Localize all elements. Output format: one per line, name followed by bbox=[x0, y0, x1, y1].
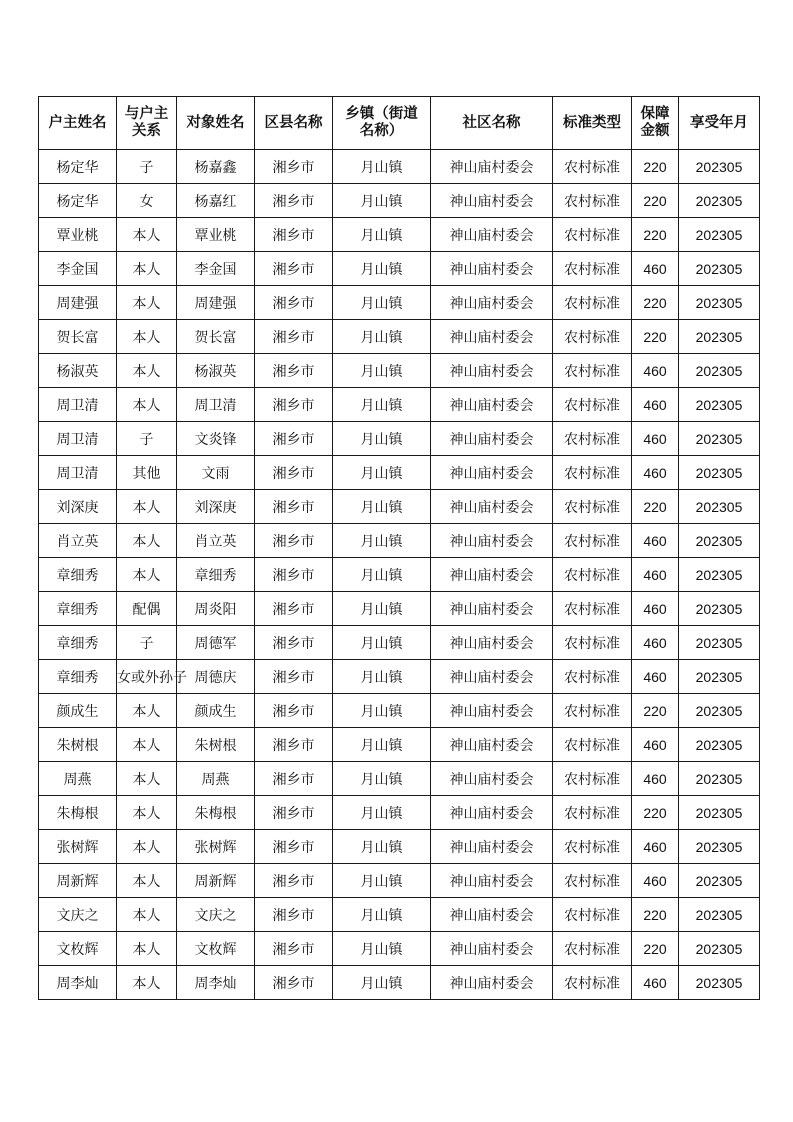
table-row bbox=[39, 898, 760, 932]
cell-householder-name: 周卫清 bbox=[39, 456, 117, 490]
cell-householder-name: 颜成生 bbox=[39, 694, 117, 728]
cell-community: 神山庙村委会 bbox=[431, 898, 553, 932]
cell-recipient-name: 周卫清 bbox=[177, 388, 255, 422]
cell-standard-type: 农村标准 bbox=[553, 286, 632, 320]
table-row bbox=[39, 150, 760, 184]
cell-amount: 460 bbox=[632, 558, 679, 592]
cell-county: 湘乡市 bbox=[255, 694, 333, 728]
cell-amount: 220 bbox=[632, 286, 679, 320]
cell-county: 湘乡市 bbox=[255, 864, 333, 898]
cell-recipient-name: 李金国 bbox=[177, 252, 255, 286]
cell-relation: 本人 bbox=[117, 762, 177, 796]
cell-relation: 本人 bbox=[117, 524, 177, 558]
cell-township: 月山镇 bbox=[333, 354, 431, 388]
cell-householder-name: 杨定华 bbox=[39, 184, 117, 218]
header-period: 享受年月 bbox=[679, 97, 760, 150]
cell-relation: 本人 bbox=[117, 286, 177, 320]
cell-relation: 本人 bbox=[117, 830, 177, 864]
cell-township: 月山镇 bbox=[333, 456, 431, 490]
table-row bbox=[39, 490, 760, 524]
cell-standard-type: 农村标准 bbox=[553, 252, 632, 286]
cell-community: 神山庙村委会 bbox=[431, 796, 553, 830]
table-row bbox=[39, 524, 760, 558]
header-relation: 与户主关系 bbox=[117, 97, 177, 150]
cell-relation: 配偶 bbox=[117, 592, 177, 626]
cell-amount: 460 bbox=[632, 354, 679, 388]
cell-householder-name: 覃业桃 bbox=[39, 218, 117, 252]
cell-householder-name: 周李灿 bbox=[39, 966, 117, 1000]
cell-township: 月山镇 bbox=[333, 286, 431, 320]
cell-county: 湘乡市 bbox=[255, 422, 333, 456]
cell-amount: 460 bbox=[632, 660, 679, 694]
table-row bbox=[39, 626, 760, 660]
table-row bbox=[39, 388, 760, 422]
cell-county: 湘乡市 bbox=[255, 490, 333, 524]
cell-period: 202305 bbox=[679, 320, 760, 354]
table-body bbox=[39, 150, 760, 1000]
cell-period: 202305 bbox=[679, 592, 760, 626]
cell-township: 月山镇 bbox=[333, 932, 431, 966]
cell-community: 神山庙村委会 bbox=[431, 286, 553, 320]
cell-relation: 本人 bbox=[117, 252, 177, 286]
header-recipient-name: 对象姓名 bbox=[177, 97, 255, 150]
cell-recipient-name: 张树辉 bbox=[177, 830, 255, 864]
cell-period: 202305 bbox=[679, 252, 760, 286]
cell-standard-type: 农村标准 bbox=[553, 830, 632, 864]
beneficiary-table bbox=[38, 96, 760, 1000]
cell-recipient-name: 杨嘉鑫 bbox=[177, 150, 255, 184]
cell-community: 神山庙村委会 bbox=[431, 150, 553, 184]
cell-community: 神山庙村委会 bbox=[431, 660, 553, 694]
cell-community: 神山庙村委会 bbox=[431, 762, 553, 796]
cell-householder-name: 贺长富 bbox=[39, 320, 117, 354]
cell-county: 湘乡市 bbox=[255, 592, 333, 626]
cell-period: 202305 bbox=[679, 932, 760, 966]
cell-householder-name: 杨淑英 bbox=[39, 354, 117, 388]
cell-standard-type: 农村标准 bbox=[553, 626, 632, 660]
table-row bbox=[39, 762, 760, 796]
header-amount: 保障金额 bbox=[632, 97, 679, 150]
table-row bbox=[39, 796, 760, 830]
cell-standard-type: 农村标准 bbox=[553, 864, 632, 898]
cell-amount: 460 bbox=[632, 966, 679, 1000]
cell-householder-name: 章细秀 bbox=[39, 660, 117, 694]
cell-community: 神山庙村委会 bbox=[431, 184, 553, 218]
cell-township: 月山镇 bbox=[333, 966, 431, 1000]
cell-community: 神山庙村委会 bbox=[431, 456, 553, 490]
cell-township: 月山镇 bbox=[333, 728, 431, 762]
cell-relation: 本人 bbox=[117, 388, 177, 422]
cell-township: 月山镇 bbox=[333, 592, 431, 626]
cell-standard-type: 农村标准 bbox=[553, 422, 632, 456]
cell-community: 神山庙村委会 bbox=[431, 422, 553, 456]
cell-standard-type: 农村标准 bbox=[553, 320, 632, 354]
cell-period: 202305 bbox=[679, 626, 760, 660]
cell-county: 湘乡市 bbox=[255, 796, 333, 830]
cell-relation: 女 bbox=[117, 184, 177, 218]
cell-community: 神山庙村委会 bbox=[431, 490, 553, 524]
cell-standard-type: 农村标准 bbox=[553, 660, 632, 694]
cell-recipient-name: 周新辉 bbox=[177, 864, 255, 898]
cell-township: 月山镇 bbox=[333, 524, 431, 558]
table-row bbox=[39, 354, 760, 388]
table-row bbox=[39, 592, 760, 626]
cell-standard-type: 农村标准 bbox=[553, 694, 632, 728]
cell-householder-name: 章细秀 bbox=[39, 626, 117, 660]
cell-township: 月山镇 bbox=[333, 252, 431, 286]
cell-relation: 本人 bbox=[117, 966, 177, 1000]
cell-amount: 220 bbox=[632, 932, 679, 966]
cell-householder-name: 章细秀 bbox=[39, 558, 117, 592]
table-row bbox=[39, 456, 760, 490]
table-row bbox=[39, 218, 760, 252]
cell-community: 神山庙村委会 bbox=[431, 694, 553, 728]
cell-amount: 460 bbox=[632, 524, 679, 558]
table-row bbox=[39, 830, 760, 864]
cell-period: 202305 bbox=[679, 388, 760, 422]
cell-county: 湘乡市 bbox=[255, 354, 333, 388]
cell-period: 202305 bbox=[679, 150, 760, 184]
cell-township: 月山镇 bbox=[333, 490, 431, 524]
table-row bbox=[39, 728, 760, 762]
cell-community: 神山庙村委会 bbox=[431, 388, 553, 422]
cell-standard-type: 农村标准 bbox=[553, 762, 632, 796]
cell-county: 湘乡市 bbox=[255, 286, 333, 320]
cell-township: 月山镇 bbox=[333, 626, 431, 660]
cell-amount: 460 bbox=[632, 830, 679, 864]
cell-township: 月山镇 bbox=[333, 830, 431, 864]
cell-community: 神山庙村委会 bbox=[431, 320, 553, 354]
cell-relation: 本人 bbox=[117, 694, 177, 728]
cell-township: 月山镇 bbox=[333, 796, 431, 830]
cell-householder-name: 周建强 bbox=[39, 286, 117, 320]
cell-community: 神山庙村委会 bbox=[431, 354, 553, 388]
cell-householder-name: 朱梅根 bbox=[39, 796, 117, 830]
cell-standard-type: 农村标准 bbox=[553, 490, 632, 524]
cell-relation: 其他 bbox=[117, 456, 177, 490]
cell-householder-name: 周燕 bbox=[39, 762, 117, 796]
cell-period: 202305 bbox=[679, 796, 760, 830]
cell-standard-type: 农村标准 bbox=[553, 150, 632, 184]
cell-householder-name: 肖立英 bbox=[39, 524, 117, 558]
cell-township: 月山镇 bbox=[333, 864, 431, 898]
table-row bbox=[39, 694, 760, 728]
cell-standard-type: 农村标准 bbox=[553, 558, 632, 592]
cell-standard-type: 农村标准 bbox=[553, 966, 632, 1000]
table-header-row bbox=[39, 97, 760, 150]
cell-period: 202305 bbox=[679, 524, 760, 558]
cell-community: 神山庙村委会 bbox=[431, 966, 553, 1000]
cell-householder-name: 文枚辉 bbox=[39, 932, 117, 966]
cell-standard-type: 农村标准 bbox=[553, 796, 632, 830]
cell-recipient-name: 文炎锋 bbox=[177, 422, 255, 456]
cell-community: 神山庙村委会 bbox=[431, 558, 553, 592]
cell-amount: 460 bbox=[632, 728, 679, 762]
cell-community: 神山庙村委会 bbox=[431, 252, 553, 286]
cell-recipient-name: 朱梅根 bbox=[177, 796, 255, 830]
cell-relation: 女或外孙子 bbox=[117, 660, 177, 694]
cell-standard-type: 农村标准 bbox=[553, 932, 632, 966]
cell-amount: 460 bbox=[632, 864, 679, 898]
cell-county: 湘乡市 bbox=[255, 388, 333, 422]
cell-county: 湘乡市 bbox=[255, 830, 333, 864]
cell-householder-name: 周卫清 bbox=[39, 422, 117, 456]
cell-county: 湘乡市 bbox=[255, 762, 333, 796]
cell-amount: 220 bbox=[632, 320, 679, 354]
cell-community: 神山庙村委会 bbox=[431, 592, 553, 626]
cell-householder-name: 张树辉 bbox=[39, 830, 117, 864]
cell-amount: 460 bbox=[632, 762, 679, 796]
cell-county: 湘乡市 bbox=[255, 218, 333, 252]
cell-standard-type: 农村标准 bbox=[553, 898, 632, 932]
cell-community: 神山庙村委会 bbox=[431, 626, 553, 660]
cell-relation: 子 bbox=[117, 422, 177, 456]
cell-relation: 子 bbox=[117, 150, 177, 184]
cell-amount: 460 bbox=[632, 456, 679, 490]
cell-relation: 本人 bbox=[117, 320, 177, 354]
cell-amount: 220 bbox=[632, 150, 679, 184]
cell-township: 月山镇 bbox=[333, 150, 431, 184]
cell-township: 月山镇 bbox=[333, 898, 431, 932]
cell-amount: 460 bbox=[632, 388, 679, 422]
cell-period: 202305 bbox=[679, 218, 760, 252]
cell-relation: 本人 bbox=[117, 218, 177, 252]
cell-recipient-name: 覃业桃 bbox=[177, 218, 255, 252]
cell-householder-name: 文庆之 bbox=[39, 898, 117, 932]
cell-township: 月山镇 bbox=[333, 694, 431, 728]
cell-amount: 460 bbox=[632, 592, 679, 626]
cell-period: 202305 bbox=[679, 898, 760, 932]
cell-standard-type: 农村标准 bbox=[553, 388, 632, 422]
cell-period: 202305 bbox=[679, 456, 760, 490]
cell-county: 湘乡市 bbox=[255, 524, 333, 558]
cell-standard-type: 农村标准 bbox=[553, 218, 632, 252]
cell-amount: 460 bbox=[632, 422, 679, 456]
cell-relation: 本人 bbox=[117, 354, 177, 388]
cell-county: 湘乡市 bbox=[255, 728, 333, 762]
cell-recipient-name: 周李灿 bbox=[177, 966, 255, 1000]
cell-amount: 220 bbox=[632, 218, 679, 252]
cell-recipient-name: 贺长富 bbox=[177, 320, 255, 354]
cell-township: 月山镇 bbox=[333, 422, 431, 456]
cell-relation: 子 bbox=[117, 626, 177, 660]
cell-amount: 460 bbox=[632, 252, 679, 286]
cell-householder-name: 周新辉 bbox=[39, 864, 117, 898]
cell-period: 202305 bbox=[679, 558, 760, 592]
cell-recipient-name: 文庆之 bbox=[177, 898, 255, 932]
table-row bbox=[39, 320, 760, 354]
cell-township: 月山镇 bbox=[333, 320, 431, 354]
cell-householder-name: 周卫清 bbox=[39, 388, 117, 422]
cell-period: 202305 bbox=[679, 490, 760, 524]
table-row bbox=[39, 558, 760, 592]
table-row bbox=[39, 966, 760, 1000]
cell-recipient-name: 周炎阳 bbox=[177, 592, 255, 626]
cell-recipient-name: 颜成生 bbox=[177, 694, 255, 728]
cell-recipient-name: 文枚辉 bbox=[177, 932, 255, 966]
cell-recipient-name: 朱树根 bbox=[177, 728, 255, 762]
table-row bbox=[39, 660, 760, 694]
cell-community: 神山庙村委会 bbox=[431, 830, 553, 864]
cell-county: 湘乡市 bbox=[255, 660, 333, 694]
cell-amount: 220 bbox=[632, 490, 679, 524]
cell-period: 202305 bbox=[679, 728, 760, 762]
cell-township: 月山镇 bbox=[333, 558, 431, 592]
header-community: 社区名称 bbox=[431, 97, 553, 150]
cell-standard-type: 农村标准 bbox=[553, 524, 632, 558]
cell-relation: 本人 bbox=[117, 932, 177, 966]
cell-county: 湘乡市 bbox=[255, 184, 333, 218]
cell-amount: 220 bbox=[632, 184, 679, 218]
cell-county: 湘乡市 bbox=[255, 898, 333, 932]
cell-recipient-name: 章细秀 bbox=[177, 558, 255, 592]
cell-community: 神山庙村委会 bbox=[431, 524, 553, 558]
cell-period: 202305 bbox=[679, 864, 760, 898]
cell-period: 202305 bbox=[679, 354, 760, 388]
cell-township: 月山镇 bbox=[333, 762, 431, 796]
cell-period: 202305 bbox=[679, 762, 760, 796]
cell-county: 湘乡市 bbox=[255, 932, 333, 966]
cell-householder-name: 章细秀 bbox=[39, 592, 117, 626]
cell-county: 湘乡市 bbox=[255, 558, 333, 592]
cell-amount: 220 bbox=[632, 898, 679, 932]
cell-county: 湘乡市 bbox=[255, 456, 333, 490]
table-row bbox=[39, 422, 760, 456]
cell-county: 湘乡市 bbox=[255, 150, 333, 184]
cell-standard-type: 农村标准 bbox=[553, 592, 632, 626]
cell-amount: 220 bbox=[632, 694, 679, 728]
table-row bbox=[39, 286, 760, 320]
header-township: 乡镇（街道名称） bbox=[333, 97, 431, 150]
cell-relation: 本人 bbox=[117, 728, 177, 762]
table-row bbox=[39, 864, 760, 898]
cell-amount: 460 bbox=[632, 626, 679, 660]
cell-period: 202305 bbox=[679, 694, 760, 728]
cell-amount: 220 bbox=[632, 796, 679, 830]
cell-relation: 本人 bbox=[117, 796, 177, 830]
cell-county: 湘乡市 bbox=[255, 320, 333, 354]
cell-township: 月山镇 bbox=[333, 218, 431, 252]
header-standard-type: 标准类型 bbox=[553, 97, 632, 150]
cell-recipient-name: 杨嘉红 bbox=[177, 184, 255, 218]
cell-householder-name: 李金国 bbox=[39, 252, 117, 286]
cell-county: 湘乡市 bbox=[255, 252, 333, 286]
table-row bbox=[39, 184, 760, 218]
cell-householder-name: 杨定华 bbox=[39, 150, 117, 184]
cell-standard-type: 农村标准 bbox=[553, 728, 632, 762]
table-row bbox=[39, 252, 760, 286]
cell-recipient-name: 周德军 bbox=[177, 626, 255, 660]
cell-community: 神山庙村委会 bbox=[431, 218, 553, 252]
cell-relation: 本人 bbox=[117, 558, 177, 592]
cell-recipient-name: 周燕 bbox=[177, 762, 255, 796]
cell-standard-type: 农村标准 bbox=[553, 354, 632, 388]
cell-standard-type: 农村标准 bbox=[553, 184, 632, 218]
cell-period: 202305 bbox=[679, 966, 760, 1000]
cell-county: 湘乡市 bbox=[255, 966, 333, 1000]
cell-community: 神山庙村委会 bbox=[431, 864, 553, 898]
cell-householder-name: 朱树根 bbox=[39, 728, 117, 762]
cell-recipient-name: 文雨 bbox=[177, 456, 255, 490]
cell-county: 湘乡市 bbox=[255, 626, 333, 660]
cell-relation: 本人 bbox=[117, 864, 177, 898]
cell-standard-type: 农村标准 bbox=[553, 456, 632, 490]
cell-township: 月山镇 bbox=[333, 184, 431, 218]
table-row bbox=[39, 932, 760, 966]
cell-recipient-name: 杨淑英 bbox=[177, 354, 255, 388]
cell-recipient-name: 周德庆 bbox=[177, 660, 255, 694]
cell-relation: 本人 bbox=[117, 490, 177, 524]
cell-householder-name: 刘深庚 bbox=[39, 490, 117, 524]
cell-period: 202305 bbox=[679, 660, 760, 694]
cell-recipient-name: 肖立英 bbox=[177, 524, 255, 558]
cell-township: 月山镇 bbox=[333, 660, 431, 694]
header-householder-name: 户主姓名 bbox=[39, 97, 117, 150]
cell-recipient-name: 刘深庚 bbox=[177, 490, 255, 524]
cell-period: 202305 bbox=[679, 830, 760, 864]
cell-community: 神山庙村委会 bbox=[431, 932, 553, 966]
cell-period: 202305 bbox=[679, 422, 760, 456]
cell-recipient-name: 周建强 bbox=[177, 286, 255, 320]
cell-relation: 本人 bbox=[117, 898, 177, 932]
header-county: 区县名称 bbox=[255, 97, 333, 150]
cell-period: 202305 bbox=[679, 286, 760, 320]
cell-period: 202305 bbox=[679, 184, 760, 218]
cell-community: 神山庙村委会 bbox=[431, 728, 553, 762]
cell-township: 月山镇 bbox=[333, 388, 431, 422]
